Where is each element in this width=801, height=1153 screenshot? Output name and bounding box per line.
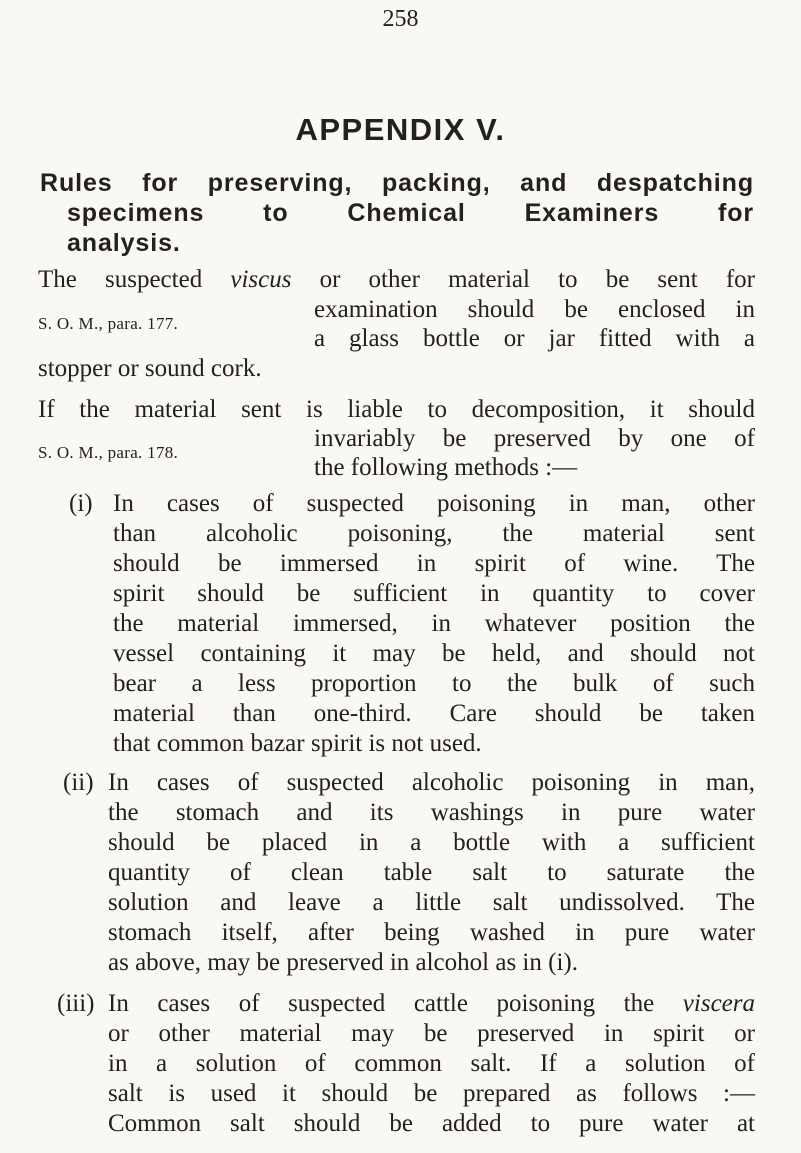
item-iii-line-4: salt is used it should be prepared as follows :— [108,1080,755,1107]
item-ii-line-6: stomach itself, after being washed in pure water [108,919,755,946]
item-i-line-8: material than one-third. Care should be taken [113,700,755,727]
item-ii-line-5: solution and leave a little salt undissolved. The [108,889,755,916]
item-ii-line-4: quantity of clean table salt to saturate the [108,859,755,886]
item-marker-iii: (iii) [57,990,95,1017]
section1-line-1: The suspected viscus or other material to be sent for [38,266,755,293]
rules-heading-line-1: Rules for preserving, packing, and despatching [40,169,754,197]
item-i-line-6: vessel containing it may be held, and should not [113,640,755,667]
section1-line-3: a glass bottle or jar fitted with a [314,325,755,352]
section1-line-4: stopper or sound cork. [38,355,262,382]
item-iii-line-2: or other material may be preserved in spirit or [108,1020,755,1047]
item-ii-line-1: In cases of suspected alcoholic poisoning in man, [108,769,755,796]
item-i-line-1: In cases of suspected poisoning in man, other [113,490,755,517]
item-i-line-4: spirit should be sufficient in quantity to cover [113,580,755,607]
item-iii-line-5: Common salt should be added to pure water at [108,1110,755,1137]
rules-heading-line-2: specimens to Chemical Examiners for [67,199,754,227]
item-i-line-9: that common bazar spirit is not used. [113,730,482,757]
section2-line-3: the following methods :— [314,454,578,481]
item-marker-i: (i) [69,490,93,517]
rules-heading-line-3: analysis. [67,229,181,257]
item-marker-ii: (ii) [63,769,94,796]
section2-line-2: invariably be preserved by one of [314,425,755,452]
margin-note-para-178: S. O. M., para. 178. [38,443,179,462]
item-i-line-2: than alcoholic poisoning, the material sent [113,520,755,547]
section1-line-2: examination should be enclosed in [314,296,755,323]
item-i-line-5: the material immersed, in whatever position the [113,610,755,637]
margin-note-para-177: S. O. M., para. 177. [38,314,179,333]
item-ii-line-7: as above, may be preserved in alcohol as in (i). [108,949,578,976]
item-iii-line-3: in a solution of common salt. If a solution of [108,1050,755,1077]
item-ii-line-3: should be placed in a bottle with a sufficient [108,829,755,856]
item-i-line-7: bear a less proportion to the bulk of such [113,670,755,697]
page-number: 258 [382,6,419,32]
item-i-line-3: should be immersed in spirit of wine. The [113,550,755,577]
item-ii-line-2: the stomach and its washings in pure water [108,799,755,826]
item-iii-line-1: In cases of suspected cattle poisoning the viscera [108,990,755,1017]
section2-line-1: If the material sent is liable to decomposition, it should [38,396,755,423]
appendix-title: APPENDIX V. [295,112,506,147]
